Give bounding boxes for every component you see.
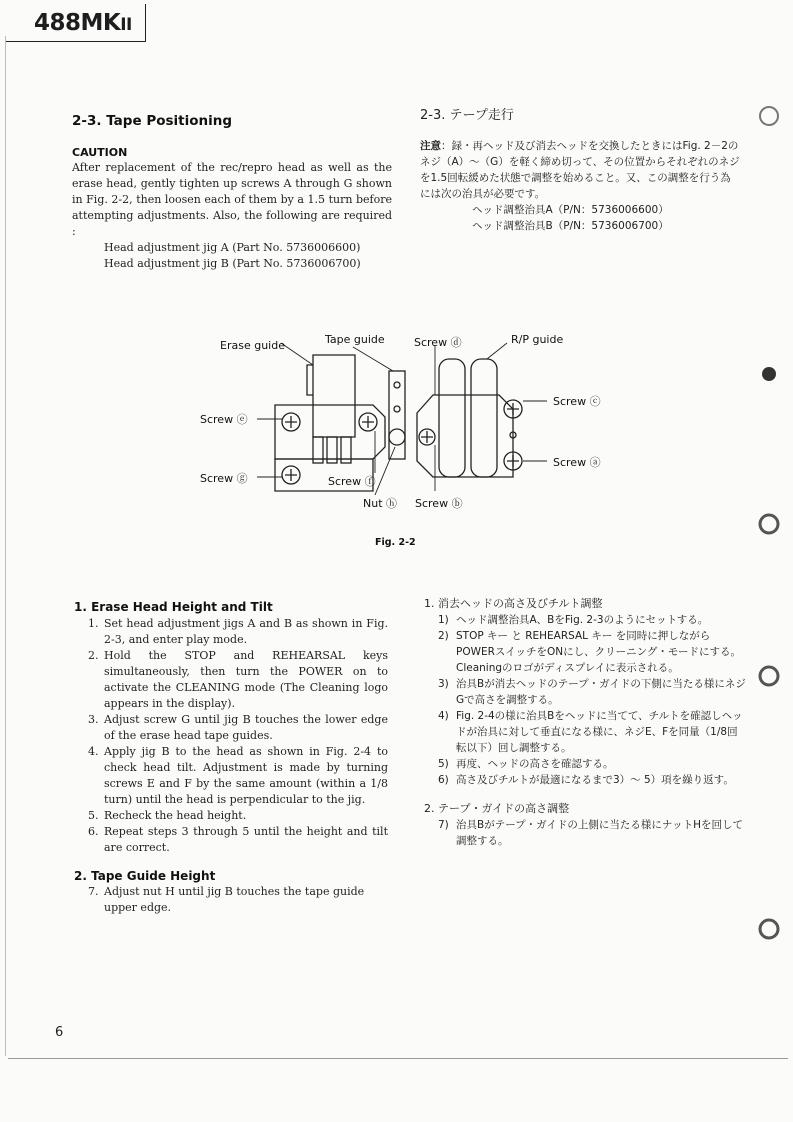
section-title-jp: 2-3. テープ走行: [420, 108, 514, 123]
binder-hole-icon: [757, 104, 781, 128]
label-erase-guide: Erase guide: [220, 339, 285, 352]
erase-step-en: 1. Set head adjustment jigs A and B as shown in Fig. 2-3, and enter play mode.: [88, 617, 388, 646]
jig-a-jp: ヘッド調整治具A（P/N：5736006600）: [472, 204, 669, 216]
head-assembly-diagram: [195, 325, 615, 525]
jig-a-en: Head adjustment jig A (Part No. 5736006600): [104, 241, 361, 254]
figure-caption: Fig. 2-2: [375, 537, 416, 548]
tape-steps-jp: [438, 817, 748, 849]
erase-step-jp: 5) 再度、ヘッドの高さを確認する。: [438, 758, 614, 770]
erase-step-jp: 2) STOP キー と REHEARSAL キー を同時に押しながら POWERスイッチをONにし、クリーニング・モードにする。Cleaningのロゴがディスプレイに表示される。: [438, 630, 741, 674]
erase-step-jp: 1) ヘッド調整治具A、BをFig. 2-3のようにセットする。: [438, 614, 709, 626]
tape-steps-en: [88, 884, 388, 916]
head-assembly-drawing: [195, 325, 615, 525]
model-suffix: II: [120, 15, 132, 35]
erase-step-jp: 6) 高さ及びチルトが最適になるまで3）～ 5）項を繰り返す。: [438, 774, 734, 786]
label-screw-c: Screw ⓒ: [553, 395, 601, 408]
label-screw-f: Screw ⓕ: [328, 475, 376, 488]
erase-heading-en: 1. Erase Head Height and Tilt: [74, 600, 273, 614]
erase-step-jp: 4) Fig. 2-4の様に治具Bをヘッドに当てて、チルトを確認しヘッドが治具に対して垂直になる様に、ネジE、Fを同量（1/8回転以下）回し調整する。: [438, 710, 743, 754]
section-title-en: 2-3. Tape Positioning: [72, 113, 233, 129]
label-screw-a: Screw ⓐ: [553, 456, 601, 469]
erase-step-en: 3. Adjust screw G until jig B touches the lower edge of the erase head tape guides.: [88, 713, 388, 742]
page-left-rule: [5, 36, 6, 1056]
erase-step-en: 6. Repeat steps 3 through 5 until the height and tilt are correct.: [88, 825, 388, 854]
caution-text-jp: 注意：録・再ヘッド及び消去ヘッドを交換したときにはFig. 2－2のネジ（A）～（G）を軽く締め切って、その位置からそれぞれのネジを1.5回転緩めた状態で調整を始めること。又、この調整を行う為には次の治具が必要です。: [420, 140, 740, 200]
label-screw-b: Screw ⓑ: [415, 497, 463, 510]
label-nut-h: Nut ⓗ: [363, 497, 398, 510]
tape-heading-jp: 2. テープ・ガイドの高さ調整: [424, 802, 570, 815]
tape-heading-en: 2. Tape Guide Height: [74, 869, 216, 883]
label-screw-g: Screw ⓖ: [200, 472, 248, 485]
erase-step-jp: 3) 治具Bが消去ヘッドのテープ・ガイドの下側に当たる様にネジGで高さを調整する。: [438, 678, 746, 706]
label-rp-guide: R/P guide: [511, 333, 564, 346]
erase-step-en: 2. Hold the STOP and REHEARSAL keys simultaneously, then turn the POWER on to activate the CLEANING mode (The Cleaning logo appears in the display).: [88, 649, 388, 710]
tape-step-en: 7. Adjust nut H until jig B touches the tape guide upper edge.: [88, 885, 365, 914]
caution-label-jp: 注意: [420, 140, 441, 152]
erase-step-en: 5. Recheck the head height.: [88, 809, 247, 822]
tape-guide-post: [389, 371, 405, 459]
caution-block-jp: [420, 138, 740, 234]
caution-heading: CAUTION: [72, 146, 128, 159]
erase-steps-jp: [438, 612, 748, 788]
label-tape-guide: Tape guide: [325, 333, 385, 346]
model-name: 488MKII: [34, 10, 132, 36]
jig-b-jp: ヘッド調整治具B（P/N：5736006700）: [472, 220, 669, 232]
binder-hole-icon: [757, 362, 781, 386]
erase-heading-jp: 1. 消去ヘッドの高さ及びチルト調整: [424, 597, 603, 610]
binder-hole-icon: [757, 512, 781, 536]
rp-head-right: [471, 359, 497, 477]
label-screw-e: Screw ⓔ: [200, 413, 248, 426]
erase-steps-en: [88, 616, 388, 856]
binder-hole-icon: [757, 917, 781, 941]
erase-step-en: 4. Apply jig B to the head as shown in Fig. 2-4 to check head tilt. Adjustment is made by turning screws E and F by the same amount (within a 1/8 turn) until the head is perpendicular to the jig.: [88, 745, 388, 806]
label-screw-d: Screw ⓓ: [414, 336, 462, 349]
caution-block-en: [72, 160, 392, 272]
tape-step-jp: 7) 治具Bがテープ・ガイドの上側に当たる様にナットHを回して調整する。: [438, 819, 744, 847]
jig-b-en: Head adjustment jig B (Part No. 5736006700): [104, 257, 361, 270]
binder-hole-icon: [757, 664, 781, 688]
erase-head-body: [313, 355, 355, 437]
caution-text-en: After replacement of the rec/repro head as well as the erase head, gently tighten up screws A through G shown in Fig. 2-2, then loosen each of them by a 1.5 turn before attempting adjustments. Also, the following are required :: [72, 161, 392, 238]
page-number: 6: [55, 1025, 64, 1040]
rp-head-left: [439, 359, 465, 477]
nut-h-drawing: [389, 429, 405, 445]
page-bottom-rule: [8, 1058, 788, 1059]
